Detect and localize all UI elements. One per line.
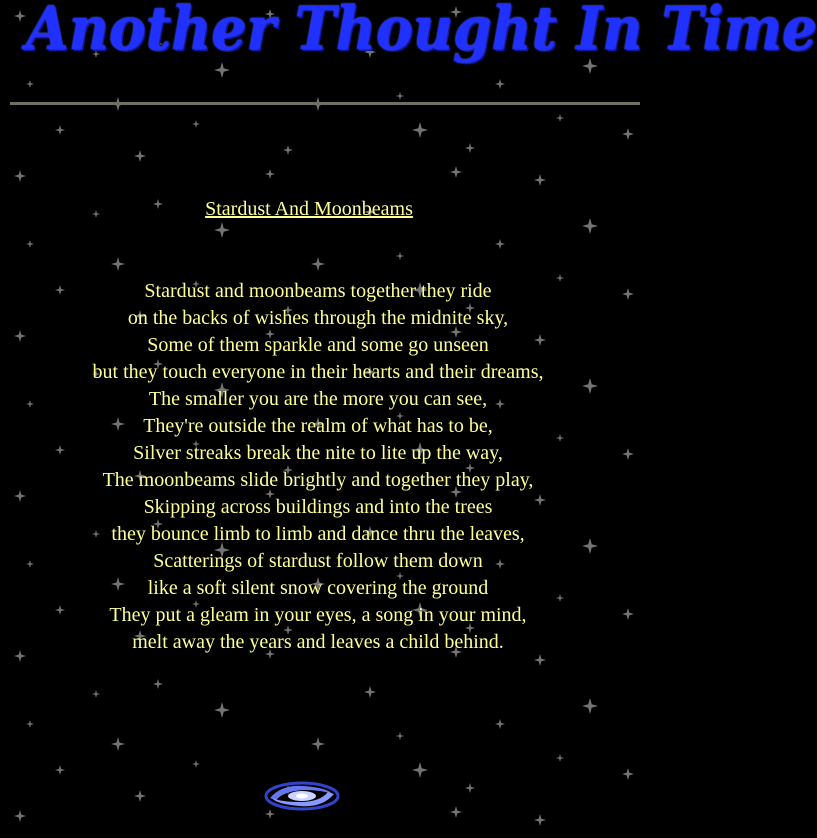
star-sparkle <box>214 222 230 238</box>
star-sparkle <box>111 257 125 271</box>
star-sparkle <box>311 257 325 271</box>
star-sparkle <box>622 768 634 780</box>
star-sparkle <box>134 790 146 802</box>
poem-title: Stardust And Moonbeams <box>205 198 413 220</box>
site-title: Another Thought In Time <box>25 0 817 64</box>
star-sparkle <box>412 762 428 778</box>
star-sparkle <box>450 806 462 818</box>
star-sparkle <box>534 814 546 826</box>
poem-line: They put a gleam in your eyes, a song in your mind, <box>109 604 527 626</box>
star-sparkle <box>534 174 546 186</box>
star-sparkle <box>134 150 146 162</box>
poem-line: Stardust and moonbeams together they ride <box>144 280 492 302</box>
poem-body <box>0 278 636 656</box>
star-sparkle <box>396 732 404 740</box>
star-sparkle <box>311 737 325 751</box>
star-sparkle <box>153 679 163 689</box>
poem-line: Silver streaks break the nite to lite up the way, <box>133 442 503 464</box>
galaxy-swirl-icon <box>262 778 342 814</box>
star-sparkle <box>55 125 65 135</box>
star-sparkle <box>412 122 428 138</box>
star-sparkle <box>283 145 293 155</box>
poem-line: like a soft silent snow covering the ground <box>147 577 489 599</box>
star-sparkle <box>192 760 200 768</box>
star-sparkle <box>450 166 462 178</box>
poem-line: but they touch everyone in their hearts and their dreams, <box>92 361 544 383</box>
poem-line: The smaller you are the more you can see, <box>148 388 488 410</box>
star-sparkle <box>495 239 505 249</box>
star-sparkle <box>465 143 475 153</box>
poem-line: on the backs of wishes through the midnite sky, <box>127 307 509 329</box>
star-sparkle <box>556 754 564 762</box>
poem-line: Some of them sparkle and some go unseen <box>147 334 489 356</box>
star-sparkle <box>622 128 634 140</box>
poem-line: melt away the years and leaves a child behind. <box>132 631 504 653</box>
poem-line: they bounce limb to limb and dance thru the leaves, <box>111 523 525 545</box>
banner-divider <box>10 102 640 105</box>
star-sparkle <box>55 765 65 775</box>
site-banner <box>0 0 817 100</box>
star-sparkle <box>26 240 34 248</box>
star-sparkle <box>14 810 26 822</box>
star-sparkle <box>265 169 275 179</box>
star-sparkle <box>92 690 100 698</box>
star-sparkle <box>556 114 564 122</box>
poem-line: Scatterings of stardust follow them down <box>153 550 483 572</box>
star-sparkle <box>26 720 34 728</box>
star-sparkle <box>465 783 475 793</box>
star-sparkle <box>111 737 125 751</box>
star-sparkle <box>364 686 376 698</box>
star-sparkle <box>396 252 404 260</box>
poem-line: The moonbeams slide brightly and together they play, <box>102 469 534 491</box>
star-sparkle <box>495 719 505 729</box>
star-sparkle <box>582 698 598 714</box>
star-sparkle <box>214 702 230 718</box>
poem-line: They're outside the realm of what has to be, <box>143 415 493 437</box>
poem-line: Skipping across buildings and into the trees <box>143 496 493 518</box>
star-sparkle <box>14 170 26 182</box>
star-sparkle <box>192 120 200 128</box>
